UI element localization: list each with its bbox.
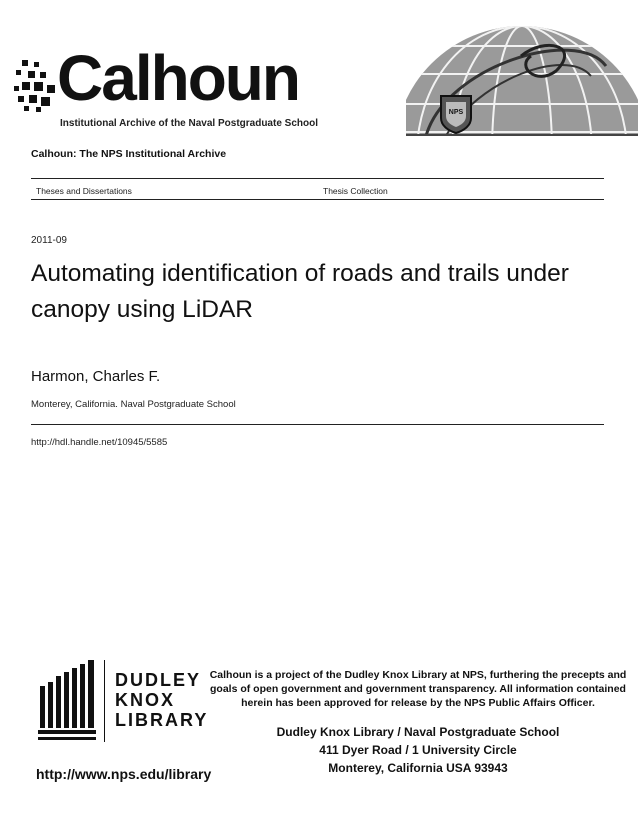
footer-blurb: Calhoun is a project of the Dudley Knox Library at NPS, furthering the precepts and goals of open government and government transparency. All information contained herein has been approved for release by the NPS Public Affairs Officer. (209, 669, 627, 709)
divider-collection (31, 199, 604, 200)
calhoun-logo-dots (14, 60, 60, 112)
collection-name: Thesis Collection (323, 186, 388, 196)
library-url-link[interactable]: http://www.nps.edu/library (36, 766, 212, 782)
calhoun-logo-wordmark: Calhoun (57, 42, 299, 114)
divider-handle (31, 424, 604, 425)
record-author: Harmon, Charles F. (31, 368, 161, 385)
library-building-icon (38, 658, 100, 742)
divider-top (31, 178, 604, 179)
calhoun-logo-subtitle: Institutional Archive of the Naval Postgraduate School (60, 118, 319, 129)
nps-seal-icon (437, 94, 475, 134)
archive-title: Calhoun: The NPS Institutional Archive (31, 148, 227, 160)
footer-address-line-1: Dudley Knox Library / Naval Postgraduate School (276, 725, 560, 739)
library-logo-divider (104, 660, 105, 742)
record-publisher: Monterey, California. Naval Postgraduate School (31, 399, 236, 410)
nps-seal-label: NPS (448, 109, 464, 116)
library-name-line-3: LIBRARY (115, 710, 209, 730)
footer-address (200, 723, 636, 777)
record-date: 2011-09 (31, 235, 67, 246)
library-name-line-2: KNOX (115, 690, 176, 710)
collection-community: Theses and Dissertations (36, 186, 132, 196)
record-handle-link[interactable]: http://hdl.handle.net/10945/5585 (31, 437, 168, 448)
footer-address-line-3: Monterey, California USA 93943 (328, 761, 508, 775)
record-title: Automating identification of roads and trails under canopy using LiDAR (31, 260, 569, 323)
footer-address-line-2: 411 Dyer Road / 1 University Circle (319, 743, 517, 757)
library-name-line-1: DUDLEY (115, 670, 202, 690)
library-name (115, 670, 208, 730)
